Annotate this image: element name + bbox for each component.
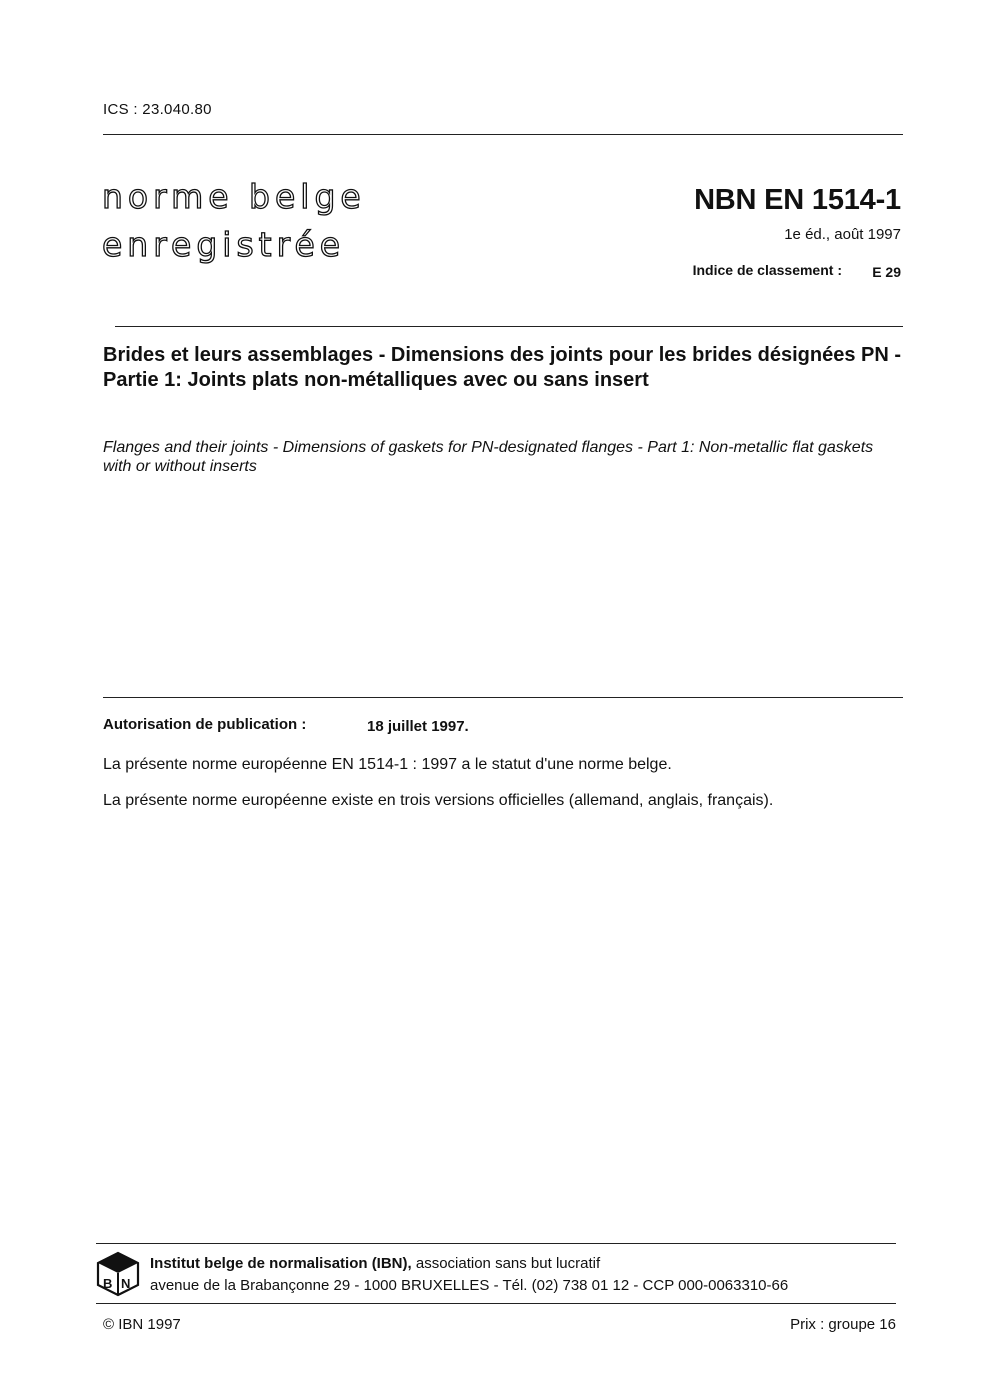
authorization-label: Autorisation de publication :	[103, 716, 307, 733]
classification-label: Indice de classement :	[692, 262, 842, 278]
authorization-date: 18 juillet 1997.	[367, 718, 469, 735]
enregistree-heading: enregistrée	[102, 225, 346, 264]
institute-name: Institut belge de normalisation (IBN),	[150, 1255, 412, 1272]
french-title: Brides et leurs assemblages - Dimensions des joints pour les brides désignées PN - Partie 1: Joints plats non-métalliques avec ou sans insert	[103, 344, 902, 391]
svg-text:N: N	[121, 1276, 131, 1291]
english-title: Flanges and their joints - Dimensions of gaskets for PN-designated flanges - Part 1: Non-metallic flat gaskets with or without inserts	[103, 439, 874, 475]
svg-text:B: B	[103, 1276, 113, 1291]
title-divider	[115, 326, 903, 327]
copyright-notice: © IBN 1997	[103, 1316, 181, 1333]
norme-belge-heading: norme belge	[102, 177, 366, 216]
institute-name-line	[150, 1255, 600, 1272]
footer-bottom-divider	[96, 1303, 896, 1304]
ics-code: ICS : 23.040.80	[103, 101, 212, 118]
footer-top-divider	[96, 1243, 896, 1244]
standard-number: NBN EN 1514-1	[694, 184, 901, 216]
institute-address: avenue de la Brabançonne 29 - 1000 BRUXELLES - Tél. (02) 738 01 12 - CCP 000-0063310-66	[150, 1277, 789, 1294]
versions-statement: La présente norme européenne existe en trois versions officielles (allemand, anglais, français).	[103, 792, 774, 809]
edition-date: 1e éd., août 1997	[784, 226, 901, 243]
classification-value: E 29	[872, 264, 901, 280]
price-group: Prix : groupe 16	[790, 1316, 896, 1333]
status-statement: La présente norme européenne EN 1514-1 : 1997 a le statut d'une norme belge.	[103, 756, 672, 773]
institute-description: association sans but lucratif	[411, 1255, 601, 1272]
publication-divider	[103, 697, 903, 698]
header-divider	[103, 134, 903, 135]
ibn-logo-icon	[96, 1251, 140, 1297]
